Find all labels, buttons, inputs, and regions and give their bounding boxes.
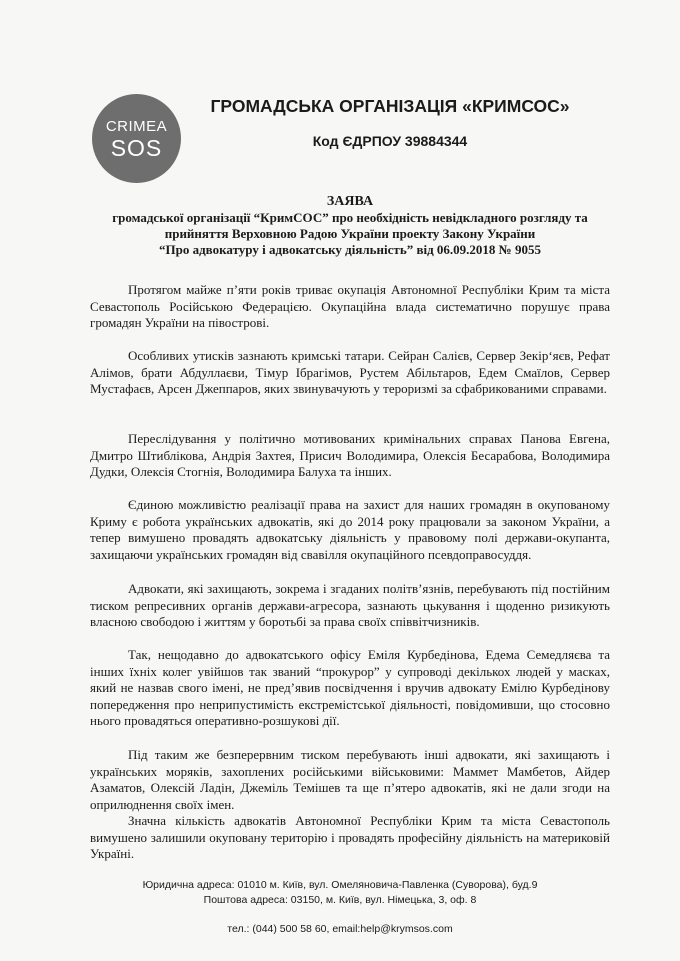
- document-title: [90, 194, 610, 258]
- body-paragraph: Протягом майже п’яти років триває окупація Автономної Республіки Крим та міста Севастополь Російською Федерацією. Окупаційна влада систематично порушує права громадян України на півострові.: [90, 282, 610, 331]
- title-line: прийняття Верховною Радою України проекту Закону України: [164, 226, 536, 241]
- body-paragraph: Значна кількість адвокатів Автономної Республіки Крим та міста Севастополь вимушено залишили окуповану територію і провадять професійну діяльність на материковій Україні.: [90, 813, 610, 862]
- logo-text-sos: SOS: [110, 135, 163, 161]
- organization-name: ГРОМАДСЬКА ОРГАНІЗАЦІЯ «КРИМСОС»: [210, 96, 570, 116]
- body-paragraph: Переслідування у політично мотивованих кримінальних справах Панова Евгена, Дмитро Штиблікова, Андрія Захтея, Присич Володимира, Олексія Бесарабова, Володимира Дудки, Олексія Стогнія, Володимира Балуха та інших.: [90, 431, 610, 480]
- title-heading: ЗАЯВА: [326, 194, 374, 209]
- body-paragraph: Так, нещодавно до адвокатського офісу Еміля Курбедінова, Едема Семедляєва та інших їхніх колег увійшов так званий “прокурор” у супроводі декількох людей у масках, який не назвав свого імені, не пред’явив посвідчення і вручив адвокату Емілю Курбедінову попередження про неприпустимість екстремістської діяльності, повідомивши, що стосовно нього провадяться оперативно-розшукові дії.: [90, 647, 610, 729]
- footer-contacts: тел.: (044) 500 58 60, email:help@krymsos.com: [227, 923, 453, 935]
- body-paragraph: Адвокати, які захищають, зокрема і згаданих політв’язнів, перебувають під постійним тиском репресивних органів держави-агресора, зазнають цькування і щоденно ризикують власною свободою і життям у боротьбі за права своїх співвітчизників.: [90, 581, 610, 630]
- title-line: громадської організації “КримСОС” про необхідність невідкладного розгляду та: [112, 210, 588, 225]
- logo-text-crimea: CRIMEA: [105, 118, 168, 135]
- body-paragraph: Особливих утисків зазнають кримські татари. Сейран Салієв, Сервер Зекір‘яєв, Рефат Алімов, брати Абдуллаєви, Тімур Ібрагімов, Рустем Абільтаров, Едем Смаїлов, Сервер Мустафаєв, Арсен Джеппаров, яких звинувачують у тероризмі за сфабрикованими справами.: [90, 348, 610, 397]
- footer-postal-address: Поштова адреса: 03150, м. Київ, вул. Німецька, 3, оф. 8: [203, 894, 477, 906]
- footer-legal-address: Юридична адреса: 01010 м. Київ, вул. Омеляновича-Павленка (Суворова), буд.9: [142, 879, 538, 891]
- crimea-sos-logo: [92, 94, 181, 183]
- body-paragraph: Єдиною можливістю реалізації права на захист для наших громадян в окупованому Криму є робота українських адвокатів, які до 2014 року працювали за законом України, а тепер вимушено провадять адвокатську діяльність у правовому полі держави-окупанта, захищаючи українських громадян від свавілля окупаційного псевдоправосуддя.: [90, 497, 610, 562]
- organization-code: Код ЄДРПОУ 39884344: [312, 133, 468, 149]
- title-line: “Про адвокатуру і адвокатську діяльність” від 06.09.2018 № 9055: [159, 242, 541, 257]
- body-paragraph: Під таким же безперервним тиском перебувають інші адвокати, які захищають і українських моряків, захоплених російськими військовими: Маммет Мамбетов, Айдер Азаматов, Олексій Ладін, Джеміль Темішев та ще п’ятеро адвокатів, які не дали згоди на оприлюднення своїх імен.: [90, 747, 610, 812]
